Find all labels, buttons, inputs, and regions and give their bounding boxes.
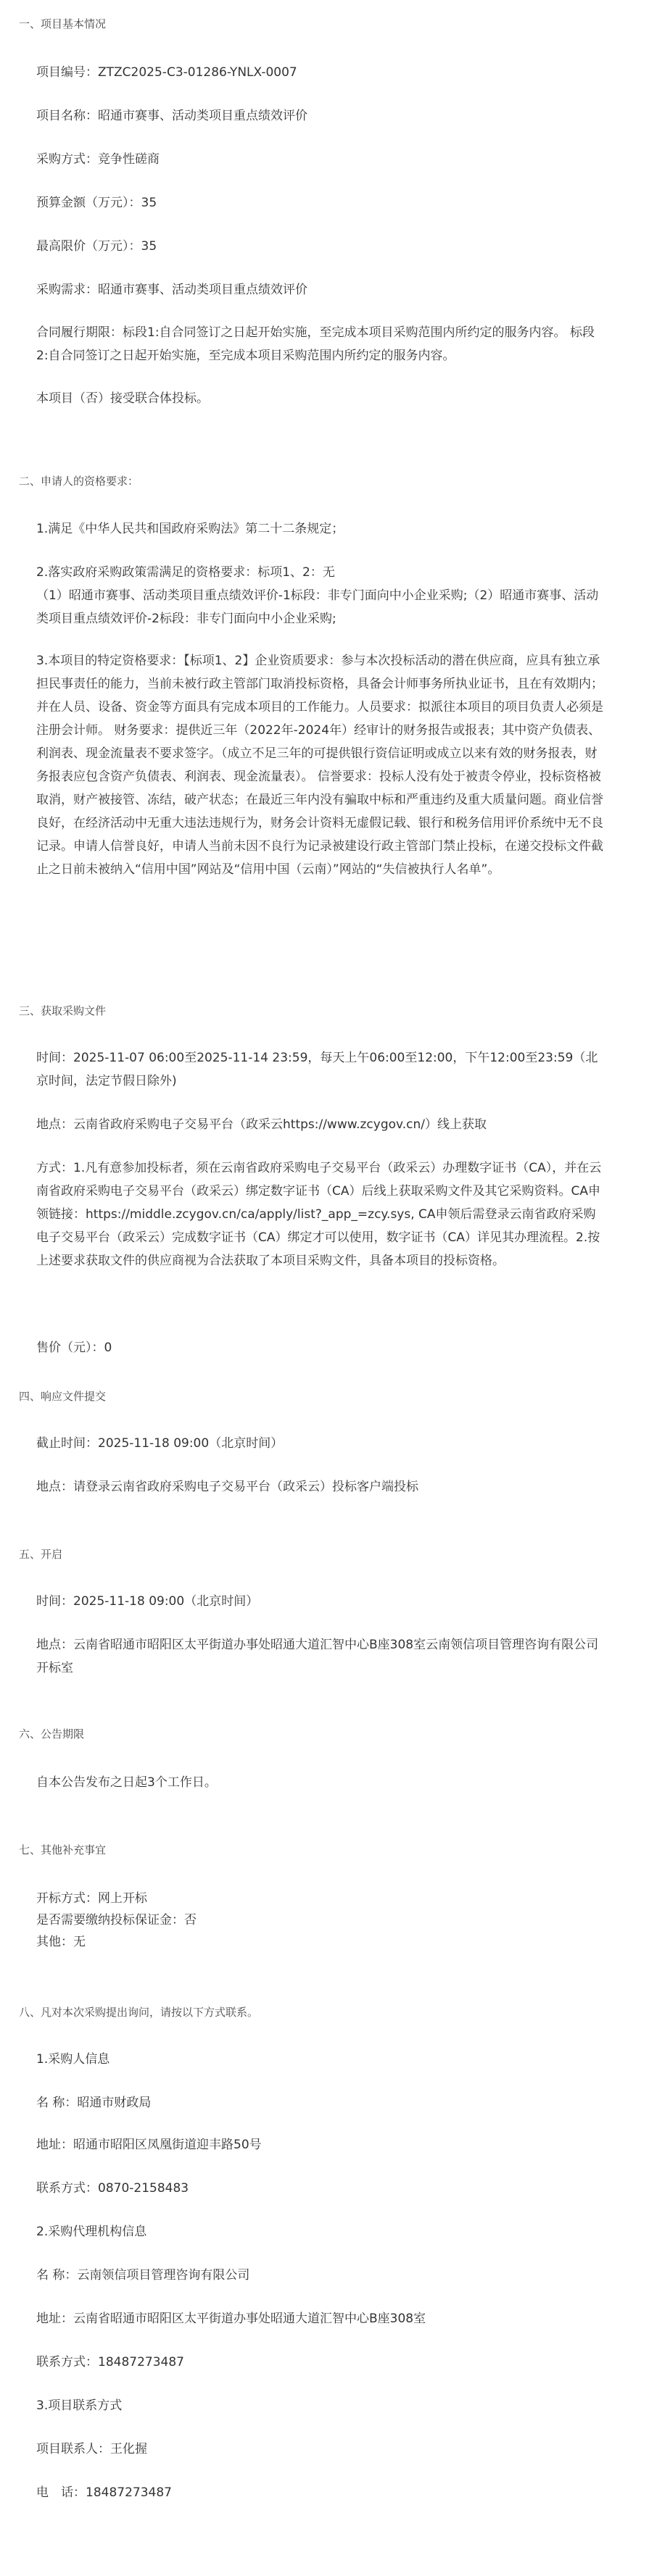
bid-bond: 是否需要缴纳投标保证金：否 [36, 1913, 197, 1927]
section-heading-submission: 四、响应文件提交 [19, 1390, 107, 1403]
project-contact-title: 3.项目联系方式 [36, 2398, 123, 2413]
qualification-item-2-detail: （1）昭通市赛事、活动类项目重点绩效评价-1标段：非专门面向中小企业采购;（2）昭通市赛事、活动类项目重点绩效评价-2标段：非专门面向中小企业采购; [36, 588, 599, 626]
agency-info-title: 2.采购代理机构信息 [36, 2225, 147, 2239]
section-heading-qualifications: 二、申请人的资格要求： [19, 475, 139, 488]
project-phone: 电 话：18487273487 [36, 2485, 172, 2500]
qualification-item-3: 3.本项目的特定资格要求：【标项1、2】企业资质要求：参与本次投标活动的潜在供应商，应具有独立承担民事责任的能力，当前未被行政主管部门取消投标资格，具备会计师事务所执业证书，且在有效期内；并在人员、设备、资金等方面具有完成本项目的工作能力。人员要求：拟派往本项目的项目负责人必须是注册会计师。 财务要求：提供近三年（2022年-2024年）经审计的财务报告或报表；其中资产负债表、利润表、现金流量表不要求签字。（成立不足三年的可提供银行资信证明或成立以来有效的财务报表，财务报表应包含资产负债表、利润表、现金流量表）。 信誉要求：投标人没有处于被责令停业，投标资格被取消，财产被接管、冻结，破产状态；在最近三年内没有骗取中标和严重违约及重大质量问题。商业信誉良好，在经济活动中无重大违法违规行为，财务会计资料无虚假记载、银行和税务信用评价系统中无不良记录。申请人信誉良好，申请人当前未因不良行为记录被建设行政主管部门禁止投标，在递交投标文件截止之日前未被纳入“信用中国”网站及“信用中国（云南）”网站的“失信被执行人名单”。 [36, 654, 603, 877]
agency-address: 地址：云南省昭通市昭阳区太平街道办事处昭通大道汇智中心B座308室 [36, 2312, 426, 2326]
budget-amount: 预算金额（万元）：35 [36, 196, 157, 210]
section-heading-contact: 八、凡对本次采购提出询问，请按以下方式联系。 [19, 2006, 259, 2019]
project-name: 项目名称：昭通市赛事、活动类项目重点绩效评价 [36, 109, 307, 123]
submission-place: 地点：请登录云南省政府采购电子交易平台（政采云）投标客户端投标 [36, 1480, 418, 1494]
section-heading-notice-period: 六、公告期限 [19, 1727, 85, 1741]
document-time: 时间：2025-11-07 06:00至2025-11-14 23:59，每天上午06:00至12:00，下午12:00至23:59（北京时间，法定节假日除外) [36, 1051, 598, 1088]
notice-period: 自本公告发布之日起3个工作日。 [36, 1775, 217, 1790]
section-heading-get-documents: 三、获取采购文件 [19, 1004, 107, 1017]
agency-name: 名 称：云南领信项目管理咨询有限公司 [36, 2268, 250, 2283]
qualification-item-1: 1.满足《中华人民共和国政府采购法》第二十二条规定； [36, 522, 344, 536]
document-price: 售价（元）：0 [36, 1341, 112, 1355]
contract-period: 合同履行期限：标段1:自合同签订之日起开始实施，至完成本项目采购范围内所约定的服务内容。 标段2:自合同签订之日起开始实施，至完成本项目采购范围内所约定的服务内容。 [36, 325, 595, 363]
procurement-method: 采购方式：竞争性磋商 [36, 152, 160, 167]
submission-deadline: 截止时间：2025-11-18 09:00（北京时间） [36, 1436, 284, 1451]
other-note: 其他：无 [36, 1935, 86, 1949]
document-place: 地点：云南省政府采购电子交易平台（政采云https://www.zcygov.cn/）线上获取 [36, 1117, 487, 1132]
buyer-info-title: 1.采购人信息 [36, 2052, 110, 2067]
document-method: 方式：1.凡有意参加投标者，须在云南省政府采购电子交易平台（政采云）办理数字证书（CA），并在云南省政府采购电子交易平台（政采云）绑定数字证书（CA）后线上获取采购文件及其它采购资料。CA申领链接：https://middle.zcygov.cn/ca/apply/list?_app_=zcy.sys, CA申领后需登录云南省政府采购电子交易平台（政采云）完成数字证书（CA）绑定才可以使用，数字证书（CA）详见其办理流程。2.按上述要求获取文件的供应商视为合法获取了本项目采购文件，具备本项目的投标资格。 [36, 1161, 602, 1268]
opening-time: 时间：2025-11-18 09:00（北京时间） [36, 1594, 259, 1609]
section-heading-other-matters: 七、其他补充事宜 [19, 1843, 107, 1856]
buyer-contact: 联系方式：0870-2158483 [36, 2181, 189, 2196]
qualification-item-2: 2.落实政府采购政策需满足的资格要求：标项1、2：无 [36, 565, 335, 580]
buyer-name: 名 称：昭通市财政局 [36, 2096, 152, 2110]
opening-place: 地点：云南省昭通市昭阳区太平街道办事处昭通大道汇智中心B座308室云南领信项目管理咨询有限公司开标室 [36, 1638, 599, 1675]
section-heading-opening: 五、开启 [19, 1548, 63, 1561]
consortium-note: 本项目（否）接受联合体投标。 [36, 391, 209, 406]
agency-contact: 联系方式：18487273487 [36, 2355, 184, 2369]
procurement-requirement: 采购需求：昭通市赛事、活动类项目重点绩效评价 [36, 283, 307, 297]
max-price: 最高限价（万元）：35 [36, 239, 157, 254]
project-number: 项目编号：ZTZC2025-C3-01286-YNLX-0007 [36, 65, 297, 80]
opening-method: 开标方式：网上开标 [36, 1891, 147, 1906]
buyer-address: 地址：昭通市昭阳区凤凰街道迎丰路50号 [36, 2138, 262, 2152]
project-contact-person: 项目联系人：王化握 [36, 2442, 147, 2456]
section-heading-basic-info: 一、项目基本情况 [19, 17, 107, 30]
